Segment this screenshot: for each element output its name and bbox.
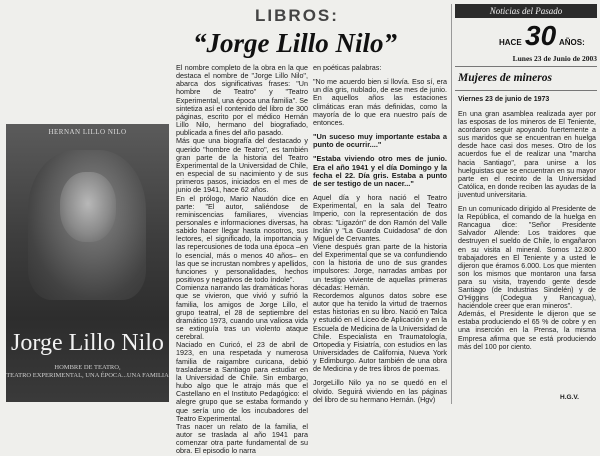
anos-word: AÑOS: (559, 38, 585, 47)
article-column-2 (313, 64, 447, 404)
article-quote: "No me acuerdo bien si llovía. Eso sí, era un día gris, nublado, de ese mes de junio. En aquellos años las estaciones climáticas eran más definidas, como la mayoría de lo que era nuestro país de entonces. (313, 77, 447, 127)
article-paragraph: Más que una biografía del destacado y querido "hombre de Teatro", es también gran parte de la historia del Teatro Experimental de la Universidad de Chile, en especial de su nacimiento y de sus primeros pasos, iniciados en el mes de junio de 1941, hace 62 años. (176, 136, 308, 195)
article-paragraph: Recordemos algunos datos sobre ese autor que ha tenido la virtud de traernos estas historias en su libro. Nació en Talca y estudió en el Liceo de Aplicación y en la Escuela de Medicina de la Universidad de Chile. Especialista en Traumatología, Ortopedia y Fisiatría, con estudios en las Universidades de California, Nueva York y Edimburgo. Autor también de una obra de Medicina y de tres libros de poemas. (313, 290, 447, 374)
article-column-1 (176, 64, 308, 456)
article-paragraph: En el prólogo, Mario Naudón dice en parte: "El autor, saliéndose de reminiscencias familiares, vivencias personales e informaciones diversas, ha sabido hacer llegar hasta nosotros, sus lectores, el significado, la importancia y las repercusiones de toda una época –en lo esencial, más o menos 40 años– en las que se incrustan nombres y apellidos, funciones y personalidades, hechos positivos y negativos de todo índole". (176, 193, 308, 285)
sidebar-rule (455, 90, 597, 91)
article-paragraph: Comienza narrando las dramáticas horas que se vivieron, que vivió y sufrió la familia, los amigos de Jorge Lillo, el grupo teatral, el 28 de septiembre del dramático 1973, cuando una valiosa vida se extinguía tras un violento ataque cerebral. (176, 283, 308, 342)
sidebar-title: Mujeres de mineros (458, 72, 552, 84)
sidebar-rule (455, 66, 597, 67)
sidebar-paragraph: En una gran asamblea realizada ayer por las esposas de los mineros de El Teniente, acordaron seguir apoyando fuertemente a sus maridos que se encuentran en huelga desde hace casi dos meses. Otro de los acuerdos fue el de realizar una "marcha hacia Santiago", para unirse a los huelguistas que se encuentran en su mayor parte en el recinto de la Universidad Católica, en donde reciben las ayudas de la juventud universitaria. (458, 110, 596, 199)
sidebar-dateline: Viernes 23 de junio de 1973 (458, 96, 550, 103)
article-paragraph: Naciado en Curicó, el 23 de abril de 1923, en una respetada y numerosa familia de raigambre curicana, debió trasladarse a Santiago para estudiar en la Universidad de Chile. Sin embargo, hubo algo que le atrajo más que el Castellano en el Instituto Pedagógico: el alegre grupo que se estaba formando y que sería uno de los incubadores del Teatro Experimental. (176, 340, 308, 423)
article-quote-bold: "Un suceso muy importante estaba a punto de ocurrir...." (313, 132, 447, 150)
article-paragraph: Aquel día y hora nació el Teatro Experimental, en la sala del Teatro Imperio, con la representación de dos obras: "Ligazón" de don Ramón del Valle Inclán y "La Guarda Cuidadosa" de don Miguel de Cervantes. (313, 193, 447, 243)
article-paragraph: JorgeLillo Nilo ya no se quedó en el olvido. Seguirá viviendo en las páginas del libro de su hermano Hernán. (Hgv) (313, 378, 447, 404)
sidebar-text (458, 110, 596, 351)
sidebar-paragraph: Además, el Presidente le dijeron que se estaba produciendo el 65 % de cobre y en una inserción en la Prensa, la misma Empresa afirma que se está produciendo más del 100 por ciento. (458, 310, 596, 351)
column-divider (451, 4, 452, 404)
cover-subtitle-line-2: TEATRO EXPERIMENTAL, UNA ÉPOCA...UNA FAMILIA (6, 372, 169, 379)
book-cover-photo (6, 124, 169, 402)
cover-author: HERNAN LILLO NILO (48, 128, 127, 136)
sidebar-date: Lunes 23 de Junio de 2003 (512, 54, 597, 63)
section-label: LIBROS: (255, 6, 339, 25)
cover-subtitle (6, 364, 169, 380)
article-paragraph: Viene después gran parte de la historia del Experimental que se va confundiendo con la historia de uno de sus grandes impulsores: Jorge, narradas ambas por un testigo viviente de aquellas primeras décadas: Hernán. (313, 241, 447, 292)
cover-subtitle-line-1: HOMBRE DE TEATRO, (54, 364, 121, 371)
sidebar-banner: Noticias del Pasado (455, 4, 597, 18)
sidebar-paragraph: En un comunicado dirigido al Presidente de la República, el comando de la huelga en Rancagua dice: "Señor Presidente Salvador Allende: Los traidores que destruyen el sueldo de Chile, lo engañaron en su visita al mineral. Somos 12.800 trabajadores en El Teniente y a usted le dijeron que éramos 6.000. Los que mienten son los mismos que montaron una farsa para su visita, trayendo gente desde Santiago (de Industrias Sindelén) y de O'Higgins (Codegua y Rancagua), haciéndole creer que eran mineros". (458, 205, 596, 311)
sidebar-signature: H.G.V. (560, 394, 579, 401)
article-paragraph: El nombre completo de la obra en la que destaca el nombre de "Jorge Lillo Nilo", abarca dos significativas frases: "Un hombre de Teatro" y "Teatro Experimental, una época una familia". Se sintetiza así el contenido del libro de 300 páginas, escrito por el médico Hernán Lillo Nilo, hermano del biografiado, publicada a fines del año pasado. (176, 63, 308, 138)
article-paragraph: en poéticas palabras: (313, 63, 382, 72)
portrait-face (60, 172, 116, 242)
cover-title: Jorge Lillo Nilo (11, 330, 164, 356)
article-quote-bold: "Estaba viviendo otro mes de junio. Era el año 1941 y el día Domingo y la fecha el 22. Día gris. Estaba a punto de ser testigo de un nacer..." (313, 154, 447, 188)
article-paragraph: Tras nacer un relato de la familia, el autor se traslada al año 1941 para comenzar otra parte fundamental de su obra. El episodio lo narra (176, 421, 308, 456)
hace-word: HACE (499, 38, 522, 47)
headline: “Jorge Lillo Nilo” (193, 28, 397, 58)
hace-number: 30 (525, 20, 557, 51)
